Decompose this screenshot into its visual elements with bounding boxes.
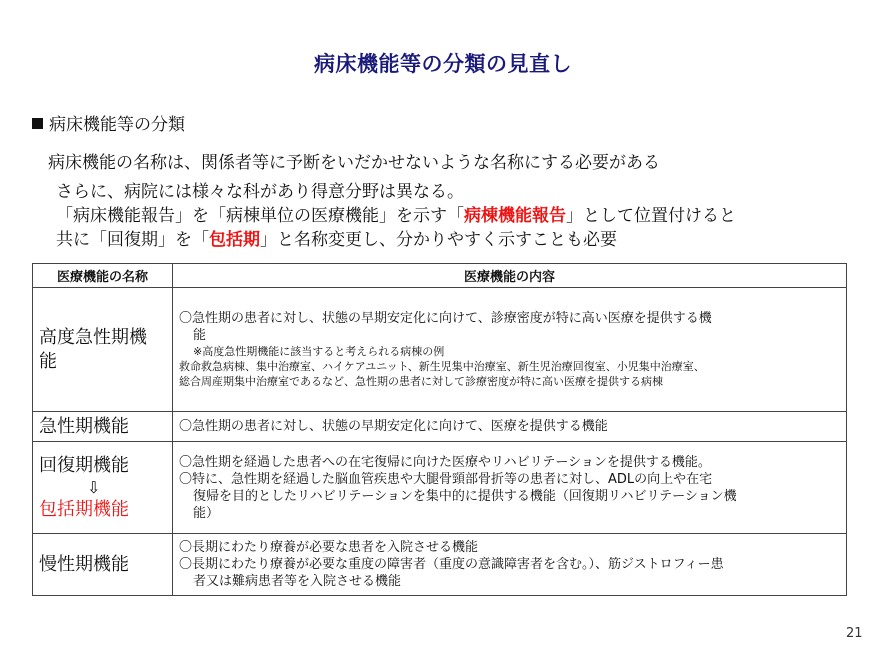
function-description — [173, 412, 847, 442]
section-heading — [32, 110, 185, 135]
down-arrow-icon: ⇩ — [87, 477, 101, 497]
column-header-content: 医療機能の内容 — [173, 264, 847, 288]
intro-line-3 — [56, 204, 736, 228]
description-line: 〇長期にわたり療養が必要な重度の障害者（重度の意識障害者を含む。）、筋ジストロフィー患 — [179, 557, 724, 572]
intro-line-4-a: 共に「回復期」を「 — [56, 230, 209, 250]
table-header-row — [33, 264, 847, 288]
highlight-ward-function-report: 病棟機能報告 — [464, 206, 566, 226]
page-number: 21 — [846, 626, 863, 641]
table-row — [33, 288, 847, 412]
column-header-name: 医療機能の名称 — [33, 264, 173, 288]
function-description — [173, 442, 847, 534]
function-description — [173, 534, 847, 596]
description-line: 〇急性期を経過した患者への在宅復帰に向けた医療やリハビリテーションを提供する機能。 — [179, 454, 711, 470]
description-line: 能 — [193, 328, 207, 343]
intro-paragraph — [56, 180, 736, 252]
description-line: 〇急性期の患者に対し、状態の早期安定化に向けて、医療を提供する機能 — [179, 419, 608, 434]
intro-line-2: さらに、病院には様々な科があり得意分野は異なる。 — [56, 182, 464, 202]
note-line: 総合周産期集中治療室であるなど、急性期の患者に対して診療密度が特に高い医療を提供する病棟 — [179, 375, 663, 388]
description-line: 〇長期にわたり療養が必要な患者を入院させる機能 — [179, 540, 479, 555]
table-row — [33, 534, 847, 596]
description-line: 復帰を目的としたリハビリテーションを集中的に提供する機能（回復期リハビリテーション機 — [193, 488, 737, 504]
note-line: 救命救急病棟、集中治療室、ハイケアユニット、新生児集中治療室、新生児治療回復室、小児集中治療室、 — [179, 360, 705, 373]
intro-line-1: 病床機能の名称は、関係者等に予断をいだかせないような名称にする必要がある — [48, 153, 660, 173]
page-title: 病床機能等の分類の見直し — [314, 52, 572, 76]
section-heading-text: 病床機能等の分類 — [49, 115, 185, 135]
description-line: 者又は難病患者等を入院させる機能 — [193, 574, 402, 589]
intro-line-3-b: 」として位置付けると — [566, 206, 736, 226]
function-name-acute: 急性期機能 — [33, 412, 173, 442]
old-function-name: 回復期機能 — [39, 454, 129, 476]
medical-function-table — [32, 263, 847, 596]
function-name-recovery — [33, 442, 173, 534]
intro-line-4-b: 」と名称変更し、分かりやすく示すことも必要 — [260, 230, 617, 250]
function-description — [173, 288, 847, 412]
intro-line-3-a: 「病床機能報告」を「病棟単位の医療機能」を示す「 — [56, 206, 464, 226]
intro-line-4 — [56, 228, 736, 252]
square-bullet-icon — [32, 118, 43, 129]
table-row — [33, 412, 847, 442]
highlight-comprehensive-period: 包括期 — [209, 230, 260, 250]
function-name-advanced-acute: 高度急性期機能 — [33, 288, 173, 412]
description-line: 〇急性期の患者に対し、状態の早期安定化に向けて、診療密度が特に高い医療を提供する機 — [179, 311, 712, 326]
new-function-name: 包括期機能 — [39, 498, 129, 520]
description-line: 能） — [193, 505, 220, 521]
note-line: ※高度急性期機能に該当すると考えられる病棟の例 — [193, 345, 445, 358]
function-name-chronic: 慢性期機能 — [33, 534, 173, 596]
description-line: 〇特に、急性期を経過した脳血管疾患や大腿骨頸部骨折等の患者に対し、ADLの向上や在宅 — [179, 471, 713, 487]
table-row — [33, 442, 847, 534]
